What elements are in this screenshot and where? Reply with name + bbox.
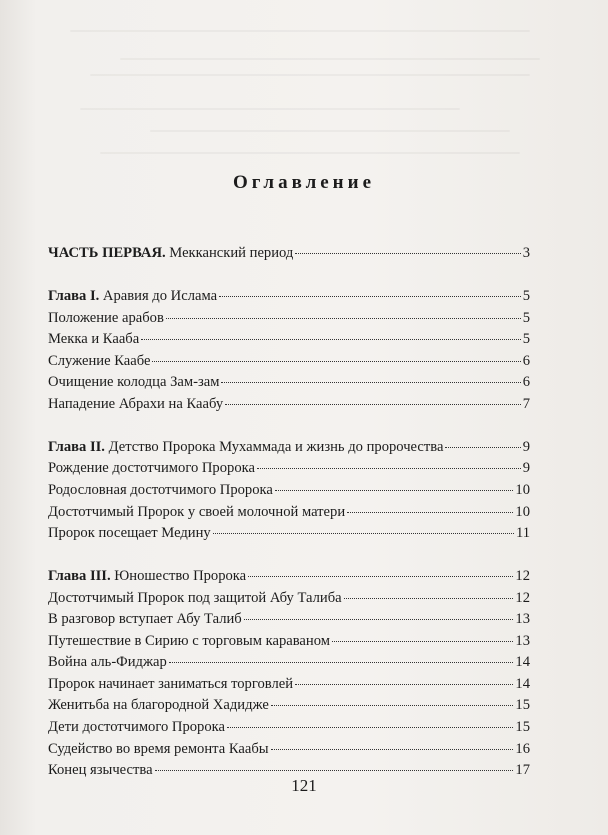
toc-entry[interactable]: [48, 739, 530, 761]
toc-entry[interactable]: [48, 502, 530, 524]
toc-entry-label: [48, 351, 150, 373]
toc-entry-label: [48, 286, 217, 308]
toc-entry[interactable]: [48, 566, 530, 588]
toc-entry-page-number: 13: [515, 632, 530, 649]
toc-entry-page-number: 10: [515, 503, 530, 520]
toc-entry-title: Пророк начинает заниматься торговлей: [48, 675, 294, 692]
toc-entry-label: [48, 566, 246, 588]
toc-entry[interactable]: [48, 437, 530, 459]
toc-entry-page-number: 15: [515, 697, 530, 714]
toc-entry-title: Положение арабов: [48, 309, 164, 326]
show-through-line: [120, 58, 540, 60]
toc-entry-page-number: 6: [522, 352, 530, 369]
toc-entry-title: Судейство во время ремонта Каабы: [48, 740, 269, 757]
dot-leader: [347, 512, 513, 513]
table-of-contents: [48, 243, 530, 782]
toc-entry-page-number: 13: [515, 611, 530, 628]
toc-entry-page-number: 11: [515, 525, 530, 542]
toc-entry-title: В разговор вступает Абу Талиб: [48, 611, 242, 628]
toc-entry[interactable]: [48, 588, 530, 610]
toc-entry-page-number: 16: [515, 740, 530, 757]
toc-entry[interactable]: [48, 480, 530, 502]
toc-entry[interactable]: [48, 243, 530, 265]
toc-entry[interactable]: [48, 674, 530, 696]
dot-leader: [221, 382, 520, 383]
dot-leader: [332, 641, 513, 642]
show-through-line: [100, 152, 520, 154]
dot-leader: [445, 447, 520, 448]
dot-leader: [169, 662, 514, 663]
group-spacer: [48, 415, 530, 437]
group-spacer: [48, 545, 530, 567]
dot-leader: [166, 318, 521, 319]
toc-entry[interactable]: [48, 372, 530, 394]
toc-entry-label: [48, 631, 330, 653]
toc-entry-page-number: 5: [522, 331, 530, 348]
toc-entry-page-number: 14: [515, 654, 530, 671]
toc-entry-page-number: 5: [522, 309, 530, 326]
toc-entry-label: [48, 523, 211, 545]
dot-leader: [295, 684, 513, 685]
toc-entry-label: [48, 717, 225, 739]
toc-entry-label: [48, 329, 139, 351]
toc-entry-heading: Глава II.: [48, 438, 105, 455]
show-through-line: [150, 130, 510, 132]
toc-entry-title: Пророк посещает Медину: [48, 525, 211, 542]
toc-entry-title: Юношество Пророка: [110, 568, 247, 585]
dot-leader: [271, 749, 514, 750]
toc-entry-label: [48, 458, 255, 480]
toc-entry-title: Дети достотчимого Пророка: [48, 719, 225, 736]
toc-entry[interactable]: [48, 308, 530, 330]
toc-entry-page-number: 9: [522, 460, 530, 477]
show-through-line: [80, 108, 460, 110]
toc-entry-label: [48, 674, 293, 696]
toc-entry-page-number: 3: [522, 245, 530, 261]
dot-leader: [271, 705, 514, 706]
toc-entry-label: [48, 588, 342, 610]
toc-entry-page-number: 15: [515, 719, 530, 736]
toc-entry-label: [48, 652, 167, 674]
toc-entry-label: [48, 609, 242, 631]
toc-entry-title: Путешествие в Сирию с торговым караваном: [48, 632, 330, 649]
dot-leader: [141, 339, 520, 340]
toc-entry[interactable]: [48, 631, 530, 653]
toc-entry-page-number: 5: [522, 288, 530, 305]
toc-entry[interactable]: [48, 523, 530, 545]
toc-entry-label: [48, 502, 345, 524]
toc-entry-page-number: 12: [515, 589, 530, 606]
toc-entry-page-number: 17: [515, 762, 530, 779]
toc-entry[interactable]: [48, 458, 530, 480]
toc-entry-title: Аравия до Ислама: [99, 288, 218, 305]
dot-leader: [213, 533, 514, 534]
toc-entry[interactable]: [48, 329, 530, 351]
toc-entry-label: [48, 243, 293, 265]
page-number: 121: [291, 776, 317, 795]
toc-entry-title: Детство Пророка Мухаммада и жизнь до пророчества: [104, 438, 444, 455]
toc-entry-page-number: 7: [522, 395, 530, 412]
toc-entry-title: Мекка и Кааба: [48, 331, 140, 348]
toc-entry[interactable]: [48, 394, 530, 416]
dot-leader: [219, 296, 521, 297]
toc-entry-title: Очищение колодца Зам-зам: [48, 374, 220, 391]
toc-entry-page-number: 12: [515, 568, 530, 585]
toc-entry-label: [48, 372, 219, 394]
toc-entry-title: Нападение Абрахи на Каабу: [48, 395, 224, 412]
dot-leader: [225, 404, 521, 405]
dot-leader: [155, 770, 514, 771]
dot-leader: [227, 727, 513, 728]
show-through-line: [70, 30, 530, 32]
toc-entry-label: [48, 308, 164, 330]
dot-leader: [344, 598, 514, 599]
toc-entry[interactable]: [48, 717, 530, 739]
toc-entry-heading: Глава I.: [48, 288, 100, 305]
dot-leader: [257, 468, 521, 469]
toc-entry-heading: ЧАСТЬ ПЕРВАЯ.: [48, 245, 166, 261]
toc-entry-heading: Глава III.: [48, 568, 111, 585]
toc-entry-label: [48, 695, 269, 717]
toc-entry-title: Женитьба на благородной Хадидже: [48, 697, 269, 714]
toc-entry-title: Мекканский период: [165, 245, 294, 261]
toc-title: Оглавление: [232, 172, 376, 193]
toc-entry-label: [48, 480, 273, 502]
dot-leader: [275, 490, 514, 491]
toc-entry-page-number: 9: [522, 438, 530, 455]
dot-leader: [295, 253, 520, 254]
toc-entry-label: [48, 437, 443, 459]
dot-leader: [152, 361, 520, 362]
toc-entry-title: Достотчимый Пророк у своей молочной матери: [48, 503, 346, 520]
dot-leader: [248, 576, 513, 577]
toc-entry-title: Рождение достотчимого Пророка: [48, 460, 255, 477]
toc-entry-title: Война аль-Фиджар: [48, 654, 167, 671]
toc-entry[interactable]: [48, 351, 530, 373]
toc-entry[interactable]: [48, 609, 530, 631]
toc-entry[interactable]: [48, 652, 530, 674]
group-spacer: [48, 265, 530, 287]
toc-entry-label: [48, 739, 269, 761]
toc-entry-page-number: 6: [522, 374, 530, 391]
toc-entry-label: [48, 394, 223, 416]
dot-leader: [244, 619, 514, 620]
toc-entry-title: Достотчимый Пророк под защитой Абу Талиба: [48, 589, 342, 606]
show-through-line: [90, 74, 530, 76]
toc-entry-page-number: 10: [515, 482, 530, 499]
toc-entry-title: Родословная достотчимого Пророка: [48, 482, 273, 499]
toc-entry-page-number: 14: [515, 675, 530, 692]
toc-entry-title: Служение Каабе: [48, 352, 151, 369]
toc-entry-title: Конец язычества: [48, 762, 153, 779]
toc-entry[interactable]: [48, 695, 530, 717]
toc-entry[interactable]: [48, 286, 530, 308]
